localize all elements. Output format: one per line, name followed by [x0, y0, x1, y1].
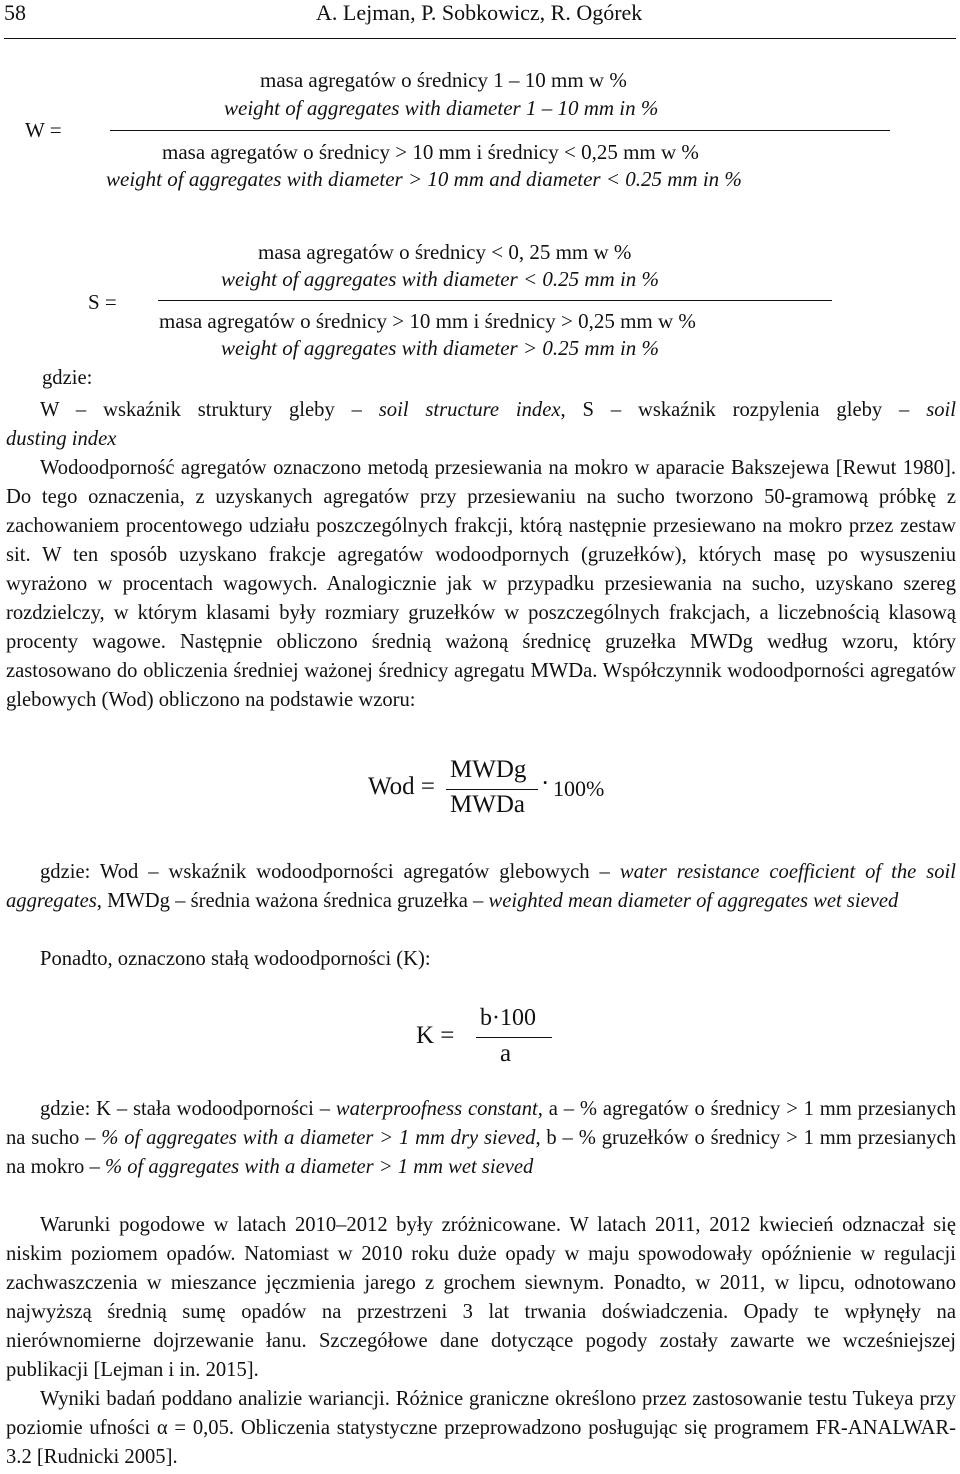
formula-wod-factor: 100% — [553, 776, 605, 801]
formula-k-denominator: a — [500, 1040, 512, 1067]
formula-k-numerator: b·100 — [480, 1005, 536, 1031]
def-w-english: soil structure index — [378, 399, 561, 421]
def-s-english-2: dusting index — [6, 428, 117, 450]
formula-s-denominator-en: weight of aggregates with diameter > 0.25 mm in % — [221, 336, 660, 360]
formula-wod-multiply: · — [541, 770, 550, 797]
formula-w-numerator-en: weight of aggregates with diameter 1 – 10 mm in % — [224, 96, 659, 120]
formula-wod-denominator: MWDa — [450, 791, 525, 818]
where-label: gdzie: — [42, 367, 93, 389]
formula-s-fraction-bar — [158, 300, 832, 301]
definition-wod — [6, 858, 956, 916]
paragraph-weather — [6, 1211, 956, 1385]
formula-s-lhs: S = — [88, 290, 117, 314]
formula-k-lhs: K = — [416, 1022, 455, 1049]
def-a-english: % of aggregates with a diameter > 1 mm dry sieved — [101, 1127, 536, 1149]
formula-w-numerator-pl: masa agregatów o średnicy 1 – 10 mm w % — [260, 68, 627, 92]
page-number: 58 — [4, 0, 26, 25]
def-b-text: , b – % gruzełków o średnicy > 1 mm przesianych na mokro – — [6, 1127, 956, 1178]
def-wod-english: water resistance coefficient of the soil aggregates — [6, 861, 956, 912]
formula-s-denominator-pl: masa agregatów o średnicy > 10 mm i średnicy > 0,25 mm w % — [159, 309, 696, 333]
definition-w-s — [6, 396, 956, 454]
def-wod-text: gdzie: Wod – wskaźnik wodoodporności agregatów glebowych – — [40, 861, 620, 883]
header-rule — [4, 38, 956, 39]
paragraph-weather-text: Warunki pogodowe w latach 2010–2012 były zróżnicowane. W latach 2011, 2012 kwiecień odznaczał się niskim poziomem opadów. Natomiast w 2010 roku duże opady w maju spowodowały opóźnienie w regulacji zachwaszczenia w mieszance jęczmienia jarego z grochem siewnym. Ponadto, w 2011, w lipcu, odnotowano najwyższą średnią sumę opadów na przestrzeni 3 lat trwania doświadczenia. Opady te wpłynęły na nierównomierne dojrzewanie łanu. Szczegółowe dane dotyczące pogody zostały zawarte we wcześniejszej publikacji [Lejman i in. 2015]. — [6, 1214, 956, 1381]
def-mwdg-english: weighted mean diameter of aggregates wet sieved — [488, 890, 899, 912]
formula-w-lhs: W = — [25, 118, 62, 142]
paragraph-statistics-text: Wyniki badań poddano analizie wariancji. Różnice graniczne określono przez zastosowanie testu Tukeya przy poziomie ufności α = 0,05. Obliczenia statystyczne przeprowadzono posługując się programem FR-ANALWAR-3.2 [Rudnicki 2005]. — [6, 1388, 956, 1468]
formula-s-numerator-en: weight of aggregates with diameter < 0.25 mm in % — [221, 267, 660, 291]
paragraph-methods — [6, 454, 956, 715]
def-k-text: gdzie: K – stała wodoodporności – — [40, 1098, 336, 1120]
formula-s-numerator-pl: masa agregatów o średnicy < 0, 25 mm w % — [258, 240, 632, 264]
def-a-text: , a – % agregatów o średnicy > 1 mm przesianych na sucho – — [6, 1098, 957, 1149]
paragraph-constant-intro — [6, 945, 956, 974]
paragraph-statistics — [6, 1385, 956, 1472]
paragraph-constant-intro-text: Ponadto, oznaczono stałą wodoodporności (K): — [40, 948, 431, 970]
def-b-english: % of aggregates with a diameter > 1 mm wet sieved — [104, 1156, 534, 1178]
def-k-english: waterproofness constant — [335, 1098, 538, 1120]
formula-k-fraction-bar — [476, 1037, 552, 1038]
def-s-text: , S – wskaźnik rozpylenia gleby – — [560, 399, 927, 421]
formula-wod-fraction-bar — [446, 789, 538, 790]
formula-w-denominator-pl: masa agregatów o średnicy > 10 mm i średnicy < 0,25 mm w % — [162, 140, 699, 164]
formula-wod-lhs: Wod = — [368, 773, 435, 800]
formula-w-fraction-bar — [110, 130, 890, 131]
def-s-english-1: soil — [926, 399, 956, 421]
running-head-authors: A. Lejman, P. Sobkowicz, R. Ogórek — [316, 0, 643, 25]
def-w-text: W – wskaźnik struktury gleby – — [40, 399, 379, 421]
def-mwdg-text: , MWDg – średnia ważona średnica gruzełka – — [96, 890, 489, 912]
formula-w-denominator-en: weight of aggregates with diameter > 10 mm and diameter < 0.25 mm in % — [106, 167, 742, 191]
paragraph-methods-text: Wodoodporność agregatów oznaczono metodą przesiewania na mokro w aparacie Bakszejewa [Rewut 1980]. Do tego oznaczenia, z uzyskanych agregatów przy przesiewaniu na sucho tworzono 50-gramową próbkę z zachowaniem procentowego udziału poszczególnych frakcji, którą następnie przesiewano na mokro przez zestaw sit. W ten sposób uzyskano frakcje agregatów wodoodpornych (gruzełków), których masę po wysuszeniu wyrażono w procentach wagowych. Analogicznie jak w przypadku przesiewania na sucho, uzyskano szereg rozdzielczy, w którym klasami były rozmiary gruzełków w poszczególnych frakcjach, a liczebnością klasową procenty wagowe. Następnie obliczono średnią ważoną średnicę gruzełka MWDg według wzoru, który zastosowano do obliczenia średniej ważonej średnicy agregatu MWDa. Współczynnik wodoodporności agregatów glebowych (Wod) obliczono na podstawie wzoru: — [6, 457, 956, 711]
definition-k — [6, 1095, 956, 1182]
formula-wod-numerator: MWDg — [450, 756, 527, 783]
